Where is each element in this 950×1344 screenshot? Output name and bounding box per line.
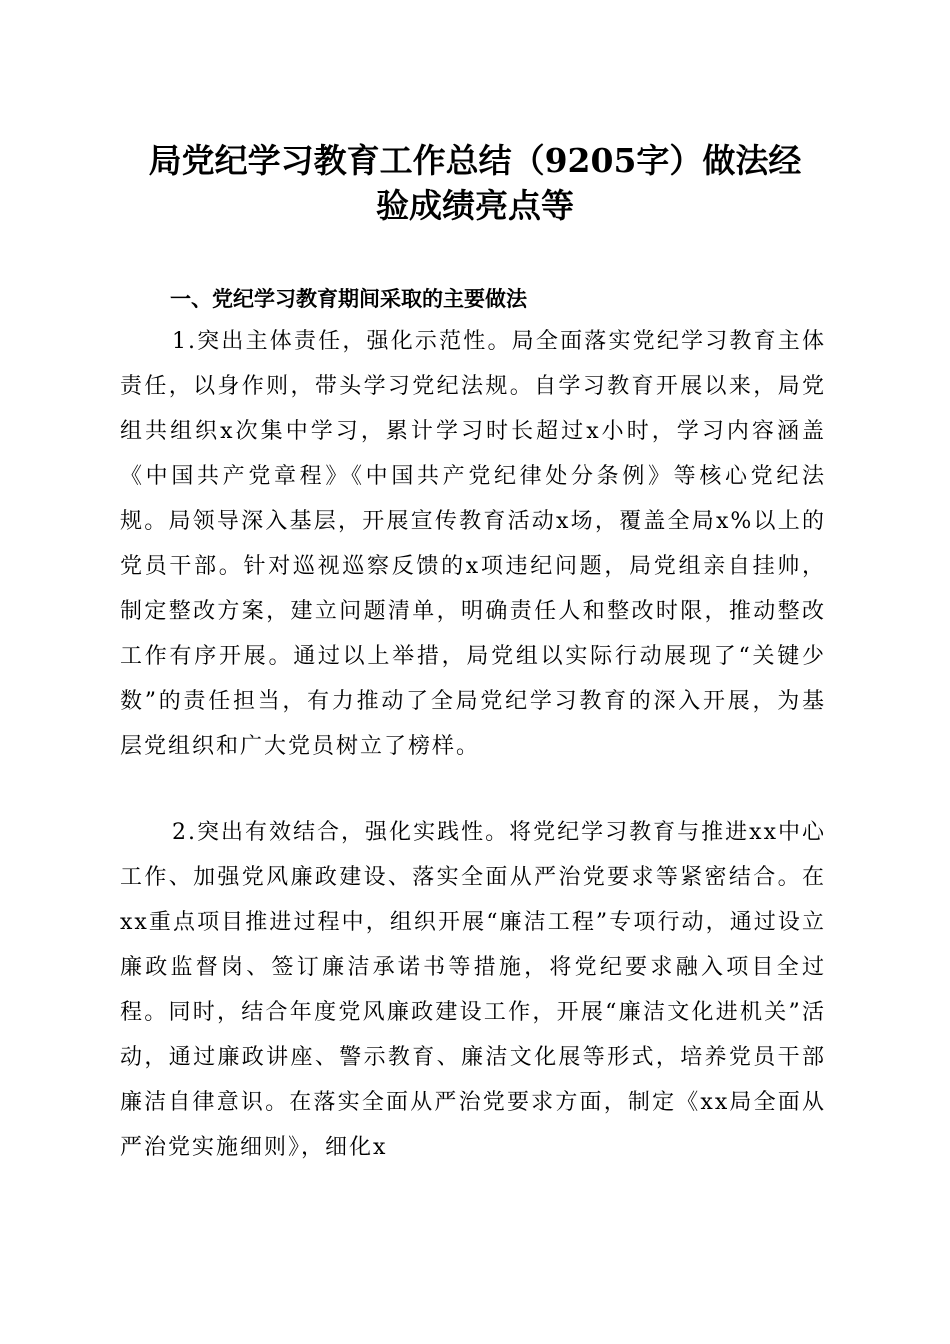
document-title-line-2: 验成绩亮点等 [376,186,574,225]
section-heading-main-practices: 一、党纪学习教育期间采取的主要做法 [170,287,527,311]
paragraph-main-responsibility: 1.突出主体责任，强化示范性。局全面落实党纪学习教育主体责任，以身作则，带头学习党纪法规。自学习教育开展以来，局党组共组织x次集中学习，累计学习时长超过x小时，学习内容涵盖《中国共产党章程》《中国共产党纪律处分条例》等核心党纪法规。局领导深入基层，开展宣传教育活动x场，覆盖全局x%以上的党员干部。针对巡视巡察反馈的x项违纪问题，局党组亲自挂帅，制定整改方案，建立问题清单，明确责任人和整改时限，推动整改工作有序开展。通过以上举措，局党组以实际行动展现了“关键少数”的责任担当，有力推动了全局党纪学习教育的深入开展，为基层党组织和广大党员树立了榜样。 [120,329,826,759]
paragraph-effective-combination: 2.突出有效结合，强化实践性。将党纪学习教育与推进xx中心工作、加强党风廉政建设、落实全面从严治党要求等紧密结合。在xx重点项目推进过程中，组织开展“廉洁工程”专项行动，通过设立廉政监督岗、签订廉洁承诺书等措施，将党纪要求融入项目全过程。同时，结合年度党风廉政建设工作，开展“廉洁文化进机关”活动，通过廉政讲座、警示教育、廉洁文化展等形式，培养党员干部廉洁自律意识。在落实全面从严治党要求方面，制定《xx局全面从严治党实施细则》，细化x [120,820,826,1160]
document-title-line-1: 局党纪学习教育工作总结（9205字）做法经 [148,141,802,180]
